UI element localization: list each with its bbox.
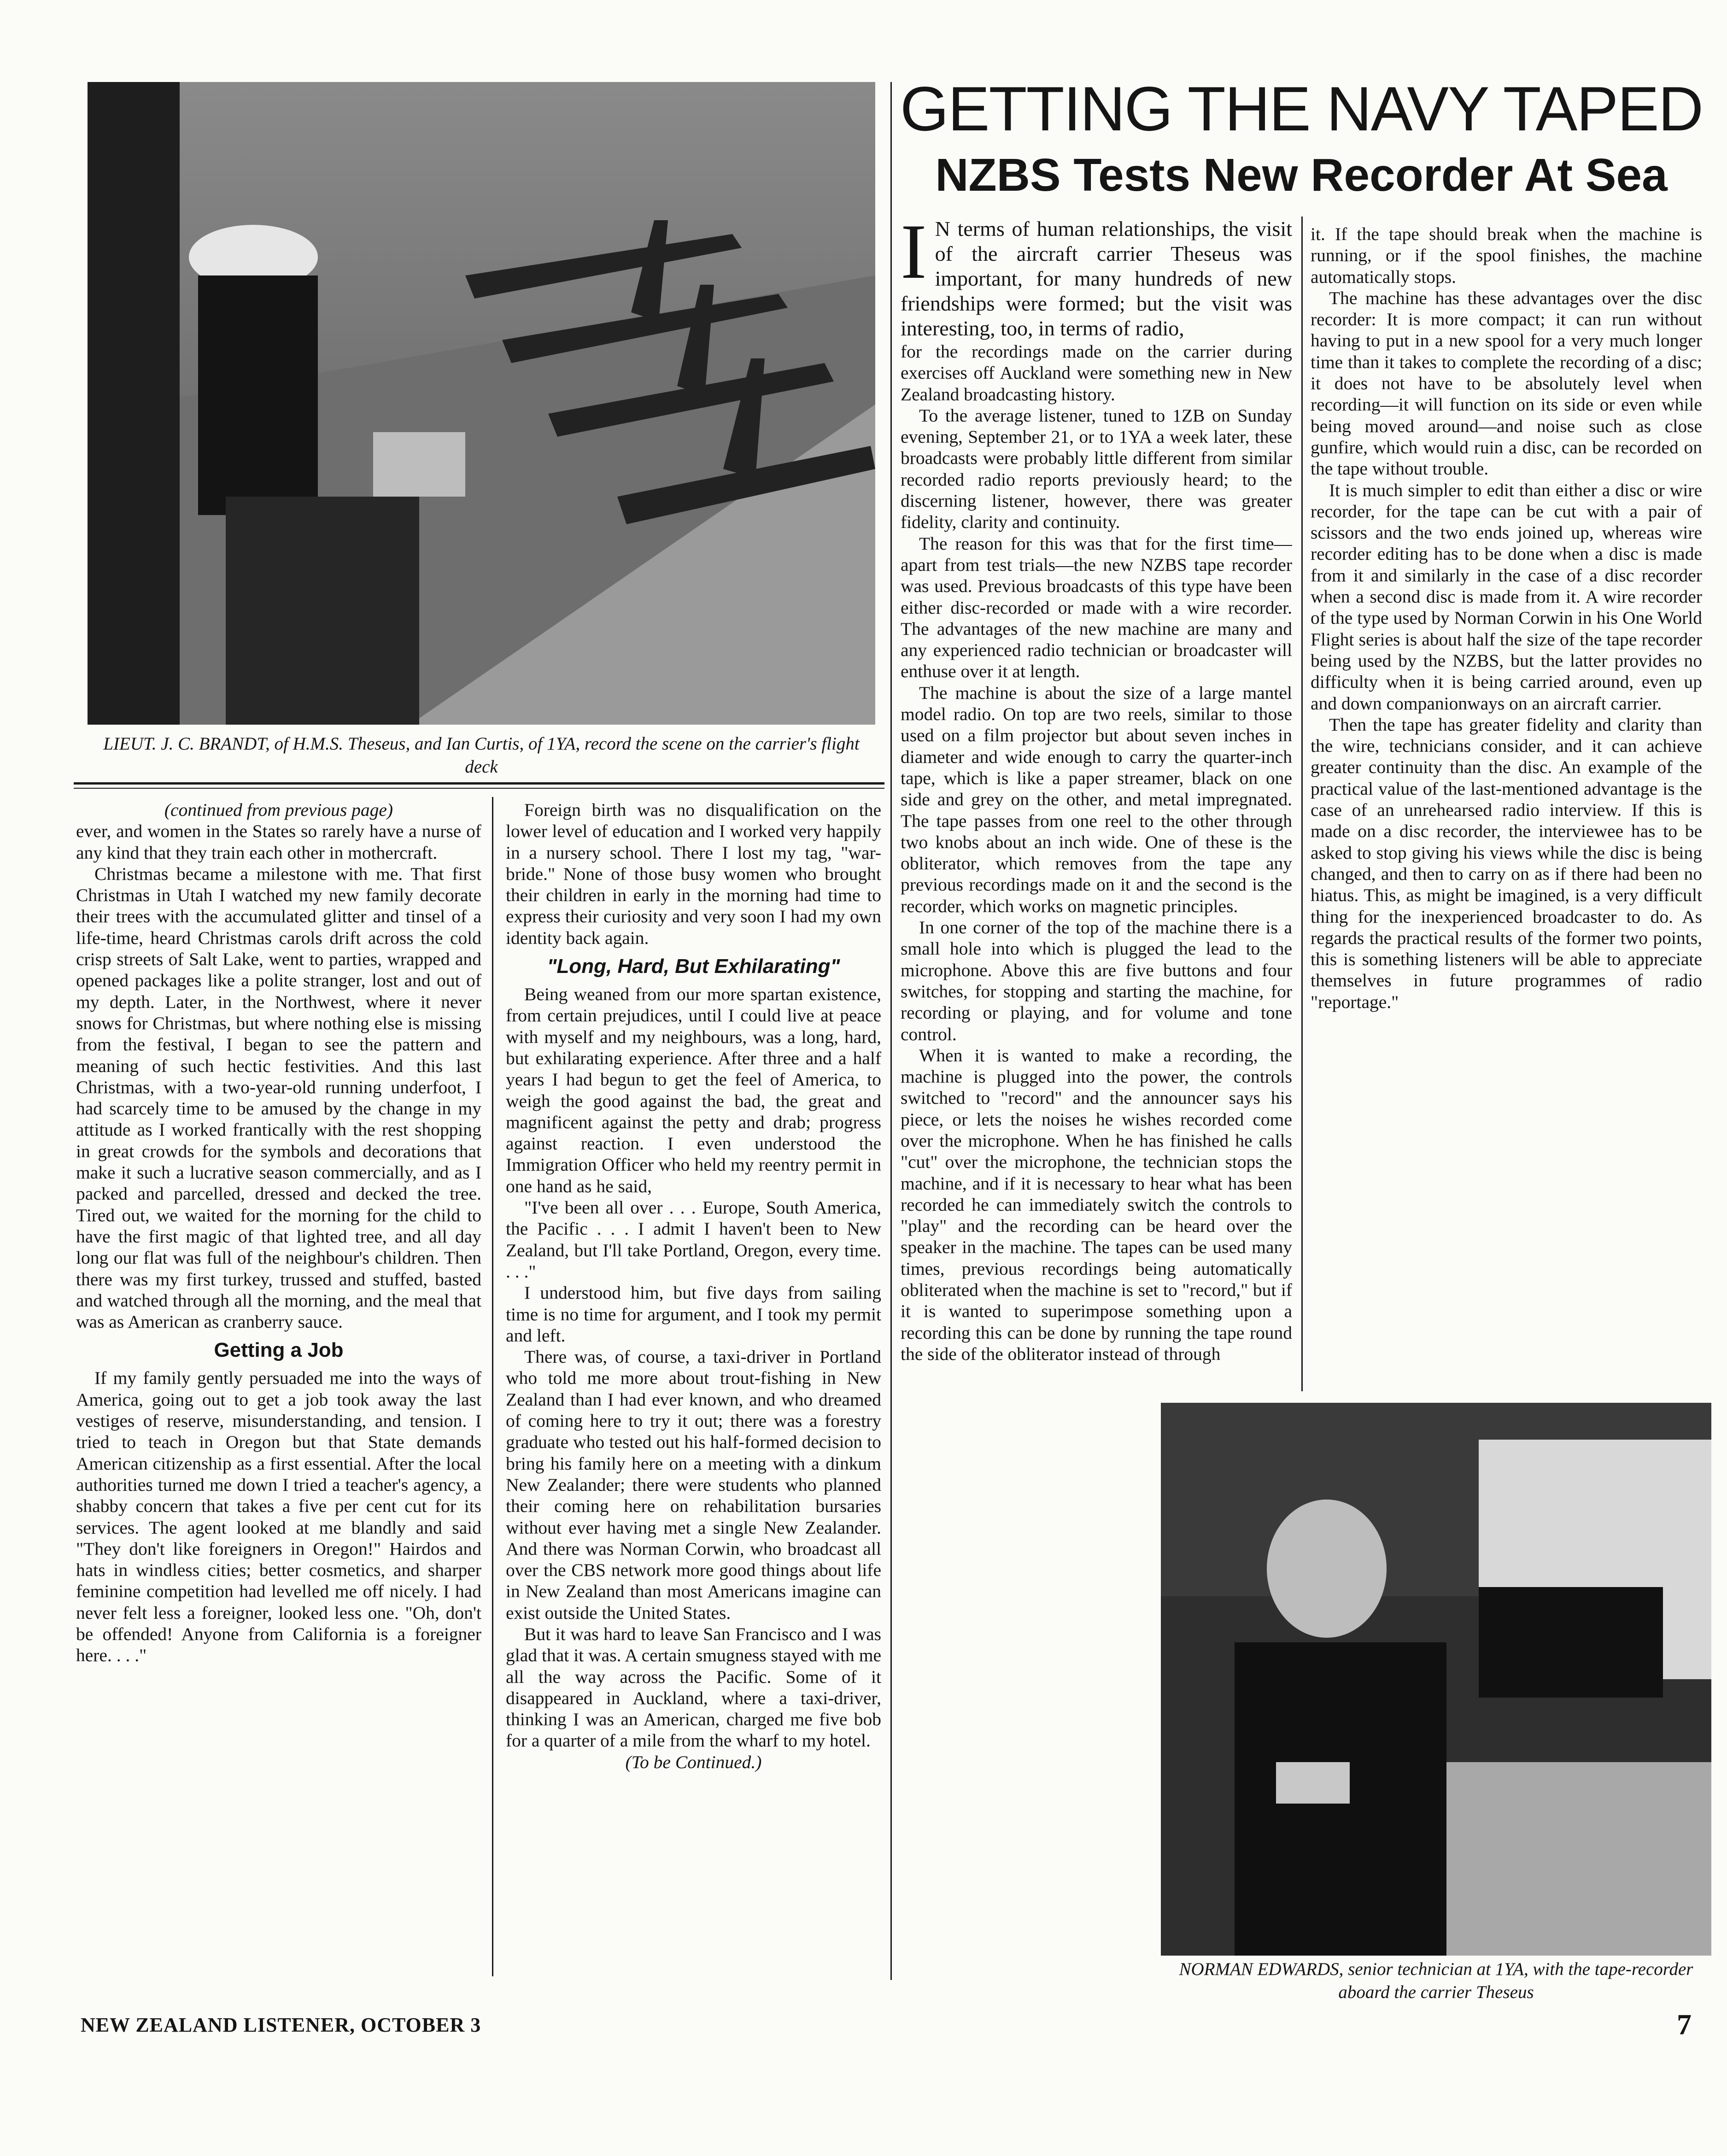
subhead-getting-a-job: Getting a Job — [214, 1339, 344, 1362]
technician-photo — [1161, 1403, 1711, 1956]
bottom-photo-caption: NORMAN EDWARDS, senior technician at 1YA, with the tape-recorder aboard the carrier Theseus — [1179, 1959, 1693, 2002]
publication-footer: NEW ZEALAND LISTENER, OCTOBER 3 — [81, 2014, 481, 2036]
col2-paragraph: I understood him, but five days from sailing time is no time for argument, and I took my permit and left. — [506, 1283, 881, 1346]
headline-subtitle: NZBS Tests New Recorder At Sea — [935, 149, 1668, 201]
flight-deck-photo — [88, 82, 875, 725]
col3-paragraph: The reason for this was that for the first time—apart from test trials—the new NZBS tape recorder was used. Previous broadcasts of this type have been either disc-recorded or made with a wire recorder. The advantages of the new machine are many and any experienced radio technician or broadcaster will enthuse over it at length. — [901, 533, 1292, 682]
column-divider-2 — [890, 82, 892, 1980]
col4-paragraph: The machine has these advantages over the disc recorder: It is more compact; it can run without having to put in a new spool for a very much longer time than it takes to complete the recording of a disc; it does not have to be absolutely level when recording—it will function on its side or even while being moved around—and noise such as close gunfire, which would ruin a disc, can be recorded on the tape without trouble. — [1311, 287, 1702, 479]
page-number: 7 — [1677, 2008, 1692, 2041]
col2-paragraph: Foreign birth was no disqualification on the lower level of education and I worked very happily in a nursery school. There I lost my tag, "war-bride." None of those busy women who brought their children in early in the morning had time to express their curiosity and very soon I had my own identity back again. — [506, 800, 881, 948]
col2-paragraph: "I've been all over . . . Europe, South America, the Pacific . . . I admit I haven't been to New Zealand, but I'll take Portland, Oregon, every time. . . ." — [506, 1197, 881, 1282]
top-photo-caption: LIEUT. J. C. BRANDT, of H.M.S. Theseus, and Ian Curtis, of 1YA, record the scene on the carrier's flight deck — [103, 734, 860, 777]
to-be-continued: (To be Continued.) — [625, 1752, 762, 1772]
col1-paragraph: ever, and women in the States so rarely have a nurse of any kind that they train each other in mothercraft. — [76, 821, 481, 863]
navy-column-4 — [1311, 223, 1702, 1398]
col2-paragraph: There was, of course, a taxi-driver in Portland who told me more about trout-fishing in New Zealand than I had ever known, and who dreamed of coming here to try it out; there was a forestry graduate who tested out his half-formed decision to bring his family here on a meeting with a dinkum New Zealander; there were students who planned their coming here on rehabilitation bursaries without ever having met a single New Zealander. And there was Norman Corwin, who broadcast all over the CBS network more good things about life in New Zealand than most Americans imagine can exist outside the United States. — [506, 1347, 881, 1623]
col3-paragraph: In one corner of the top of the machine there is a small hole into which is plugged the lead to the microphone. Above this are five buttons and four switches, for stopping and starting the machine, for recording or playing, and for volume and tone control. — [901, 917, 1292, 1044]
col3-paragraph: for the recordings made on the carrier during exercises off Auckland were something new in New Zealand broadcasting history. — [901, 341, 1292, 404]
col2-paragraph: But it was hard to leave San Francisco and I was glad that it was. A certain smugness stayed with me all the way across the Pacific. Some of it disappeared in Auckland, where a taxi-driver, thinking I was an American, charged me five bob for a quarter of a mile from the wharf to my hotel. — [506, 1623, 881, 1751]
section-rule-bottom — [74, 788, 884, 789]
navy-intro — [901, 217, 1292, 341]
col4-paragraph: Then the tape has greater fidelity and clarity than the wire, technicians consider, and it can achieve greater continuity than the disc. An example of the practical value of the last-mentioned advantage is the case of an unrehearsed radio interview. If this is made on a disc recorder, the interviewee has to be asked to stop giving his views while the disc is being changed, and then to carry on as if there had been no hiatus. This, as might be imagined, is a very difficult thing for the inexperienced broadcaster to do. As regards the practical results of the former two points, this is something listeners will be able to appreciate themselves in future programmes of radio "reportage." — [1311, 714, 1702, 1012]
col2-paragraph: Being weaned from our more spartan existence, from certain prejudices, until I could live at peace with myself and my neighbours, was a long, hard, but exhilarating experience. After three and a half years I had begun to get the feel of America, to weigh the good against the bad, the great and magnificent against the petty and drab; progress against reaction. I even understood the Immigration Officer who held my reentry permit in one hand as he said, — [506, 984, 881, 1196]
column-divider-3 — [1301, 217, 1303, 1391]
subhead-long-hard: "Long, Hard, But Exhilarating" — [547, 955, 840, 978]
column-divider-1 — [492, 797, 493, 1976]
col4-paragraph: It is much simpler to edit than either a disc or wire recorder, for the tape can be cut with a pair of scissors and the two ends joined up, whereas wire recorder editing has to be done when a disc is made from it and similarly in the case of a disc recorder when a second disc is made from it. A wire recorder of the type used by Norman Corwin in his One World Flight series is about half the size of the tape recorder being used by the NZBS, but the latter provides no difficulty when it is being carried around, even up and down companionways on an aircraft carrier. — [1311, 480, 1702, 714]
col3-paragraph: To the average listener, tuned to 1ZB on Sunday evening, September 21, or to 1YA a week later, these broadcasts were probably little different from similar recorded radio reports previously heard; to the discerning listener, however, there was greater fidelity, clarity and continuity. — [901, 405, 1292, 533]
col4-paragraph: it. If the tape should break when the machine is running, or if the spool finishes, the machine automatically stops. — [1311, 224, 1702, 287]
continued-note: (continued from previous page) — [164, 800, 393, 820]
technician-illustration — [1161, 1403, 1711, 1956]
headline-title: GETTING THE NAVY TAPED — [900, 74, 1703, 144]
col3-paragraph: When it is wanted to make a recording, the machine is plugged into the power, the controls switched to "record" and the announcer says his piece, or lets the noises he wishes recorded come over the microphone. When he has finished he calls "cut" over the microphone, the technician stops the machine, and if it is necessary to hear what has been recorded he can immediately switch the controls to "play" and the recording can be heard over the speaker in the machine. The tapes can be used many times, previous recordings being automatically obliterated when the machine is set to "record," but if it is wanted to superimpose something upon a recording this can be done by running the tape round the side of the obliterator instead of through — [901, 1045, 1292, 1364]
col1-paragraph: If my family gently persuaded me into the ways of America, going out to get a job took away the last vestiges of reserve, misunderstanding, and tension. I tried to teach in Oregon but that State demands American citizenship as a first essential. After the local authorities turned me down I tried a teacher's agency, a shabby concern that takes a five per cent cut for its services. The agent looked at me blandly and said "They don't like foreigners in Oregon!" Hairdos and hats in windless cities; better cosmetics, and sharper feminine competition had levelled me off nicely. I had never felt less a foreigner, looked less one. "Oh, don't be offended! Anyone from California is a foreigner here. . . ." — [76, 1368, 481, 1666]
drop-cap: I — [901, 217, 927, 295]
col1-paragraph: Christmas became a milestone with me. That first Christmas in Utah I watched my new family decorate their trees with the accumulated glitter and tinsel of a life-time, heard Christmas carols drift across the cold crisp streets of Salt Lake, went to parties, wrapped and opened packages like a polite stranger, lost and out of my depth. Later, in the Northwest, where it never snows for Christmas, but where nothing else is missing from the festival, I began to see the pattern and meaning of such hectic festivities. And this last Christmas, with a two-year-old running underfoot, I had scarcely time to be amused by the change in my attitude as I worked frantically with the rest shopping in great crowds for the symbols and decorations that make it such a lucrative season commercially, and as I packed and parcelled, dressed and decked the tree. Tired out, we waited for the morning for the child to have the first magic of that lighted tree, and all day long our flat was full of the neighbour's children. Then there was my first turkey, trussed and stuffed, basted and watched through all the morning, and the meal that was as American as cranberry sauce. — [76, 863, 481, 1332]
intro-text: N terms of human relationships, the visit of the aircraft carrier Theseus was important, for many hundreds of new friendships were formed; but the visit was interesting, too, in terms of radio, — [901, 217, 1292, 340]
col3-paragraph: The machine is about the size of a large mantel model radio. On top are two reels, similar to those used on a film projector but about seven inches in diameter and wide enough to carry the quarter-inch tape, which is like a paper streamer, black on one side and grey on the other, and metal impregnated. The tape passes from one reel to the other through two knobs about an inch wide. One of these is the obliterator, which removes from the tape any previous recordings made on it and the second is the recorder, which works on magnetic principles. — [901, 682, 1292, 916]
flight-deck-illustration — [88, 82, 875, 725]
story-column-2 — [506, 799, 881, 1997]
section-rule-top — [74, 782, 884, 785]
story-column-1 — [76, 799, 481, 1979]
